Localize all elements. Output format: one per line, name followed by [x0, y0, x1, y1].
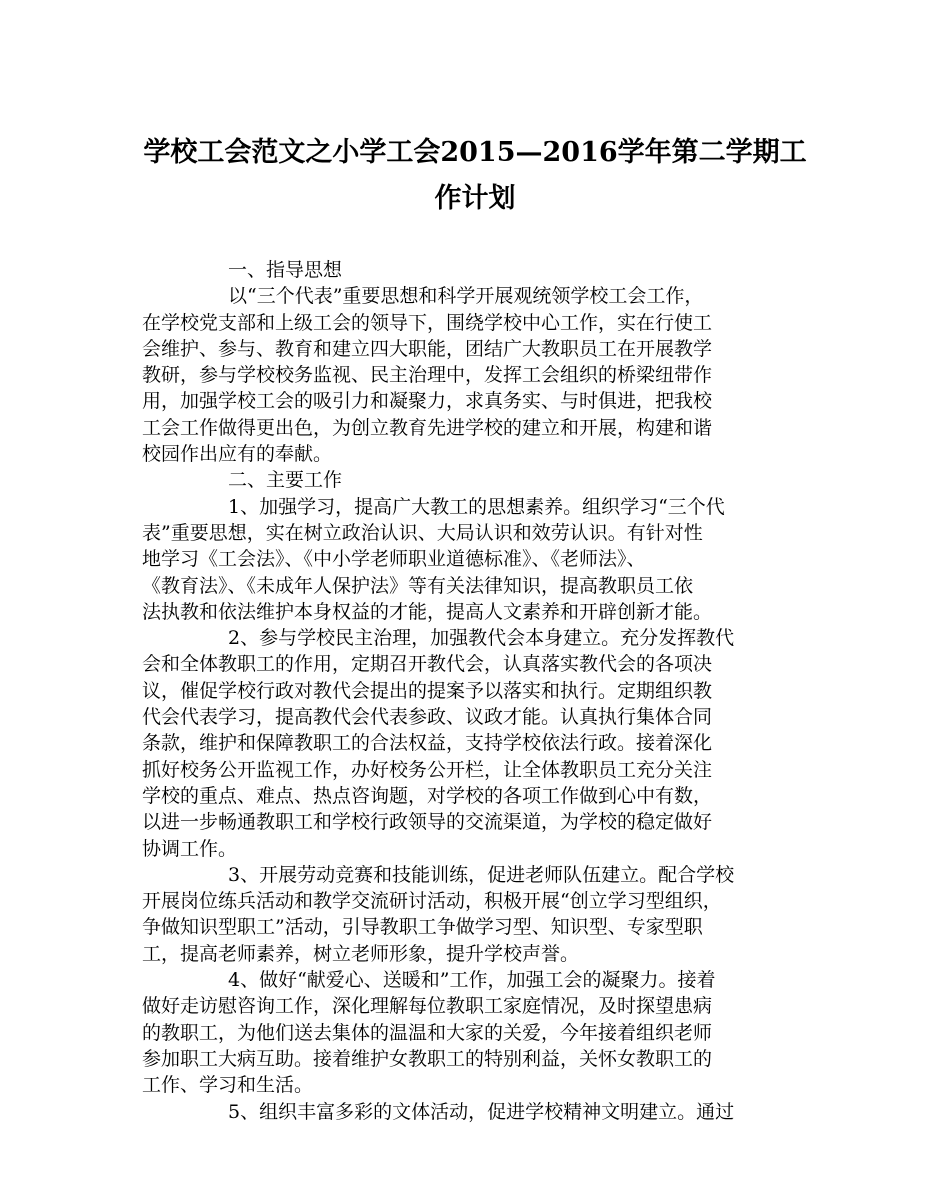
body-line: 法执教和依法维护本身权益的才能，提高人文素养和开辟创新才能。 [142, 600, 713, 623]
body-line: 《教育法》、《未成年人保护法》等有关法律知识，提高教职员工依 [142, 574, 694, 597]
body-line: 协调工作。 [142, 837, 238, 860]
body-line: 抓好校务公开监视工作，办好校务公开栏，让全体教职员工充分关注 [142, 758, 713, 781]
body-line: 开展岗位练兵活动和教学交流研讨活动，积极开展“创立学习型组织， [142, 890, 722, 913]
body-line: 条款，维护和保障教职工的合法权益，支持学校依法行政。接着深化 [142, 732, 713, 755]
body-line: 学校的重点、难点、热点咨询题，对学校的各项工作做到心中有数， [142, 784, 713, 807]
document-title [140, 130, 810, 222]
body-line: 代会代表学习，提高教代会代表参政、议政才能。认真执行集体合同 [142, 706, 713, 729]
body-line: 会和全体教职工的作用，定期召开教代会，认真落实教代会的各项决 [142, 653, 713, 676]
body-line: 工会工作做得更出色，为创立教育先进学校的建立和开展，构建和谐 [142, 416, 713, 439]
body-line: 工，提高老师素养，树立老师形象，提升学校声誉。 [142, 942, 580, 965]
body-line: 以进一步畅通教职工和学校行政领导的交流渠道，为学校的稳定做好 [142, 811, 713, 834]
body-line: 5、组织丰富多彩的文体活动，促进学校精神文明建立。通过 [228, 1100, 735, 1123]
body-line: 教研，参与学校校务监视、民主治理中，发挥工会组织的桥梁纽带作 [142, 364, 713, 387]
body-line: 争做知识型职工”活动，引导教职工争做学习型、知识型、专家型职 [142, 916, 703, 939]
body-line: 表”重要思想，实在树立政治认识、大局认识和效劳认识。有针对性 [142, 521, 703, 544]
body-line: 参加职工大病互助。接着维护女教职工的特别利益，关怀女教职工的 [142, 1047, 713, 1070]
body-line: 1、加强学习，提高广大教工的思想素养。组织学习“三个代 [228, 495, 725, 518]
body-line: 3、开展劳动竞赛和技能训练，促进老师队伍建立。配合学校 [228, 863, 735, 886]
body-line: 4、做好“献爱心、送暖和”工作，加强工会的凝聚力。接着 [228, 969, 716, 992]
body-line: 2、参与学校民主治理，加强教代会本身建立。充分发挥教代 [228, 627, 735, 650]
body-line: 工作、学习和生活。 [142, 1074, 314, 1097]
body-line: 一、指导思想 [228, 259, 343, 281]
body-line: 议，催促学校行政对教代会提出的提案予以落实和执行。定期组织教 [142, 679, 713, 702]
body-line: 地学习《工会法》、《中小学老师职业道德标准》、《老师法》、 [142, 548, 646, 571]
body-line: 的教职工，为他们送去集体的温温和大家的关爱，今年接着组织老师 [142, 1021, 713, 1044]
body-line: 校园作出应有的奉献。 [142, 443, 333, 466]
title-line: 学校工会范文之小学工会2015—2016学年第二学期工 [143, 137, 807, 168]
body-line: 在学校党支部和上级工会的领导下，围绕学校中心工作，实在行使工 [142, 311, 713, 334]
document-body [142, 257, 812, 1125]
body-line: 用，加强学校工会的吸引力和凝聚力，求真务实、与时俱进，把我校 [142, 390, 713, 413]
body-line: 做好走访慰咨询工作，深化理解每位教职工家庭情况，及时探望患病 [142, 995, 713, 1018]
title-line: 作计划 [434, 183, 516, 214]
body-line: 二、主要工作 [228, 469, 343, 492]
body-line: 以“三个代表”重要思想和科学开展观统领学校工会工作， [228, 285, 704, 308]
body-line: 会维护、参与、教育和建立四大职能，团结广大教职员工在开展教学 [142, 337, 713, 360]
